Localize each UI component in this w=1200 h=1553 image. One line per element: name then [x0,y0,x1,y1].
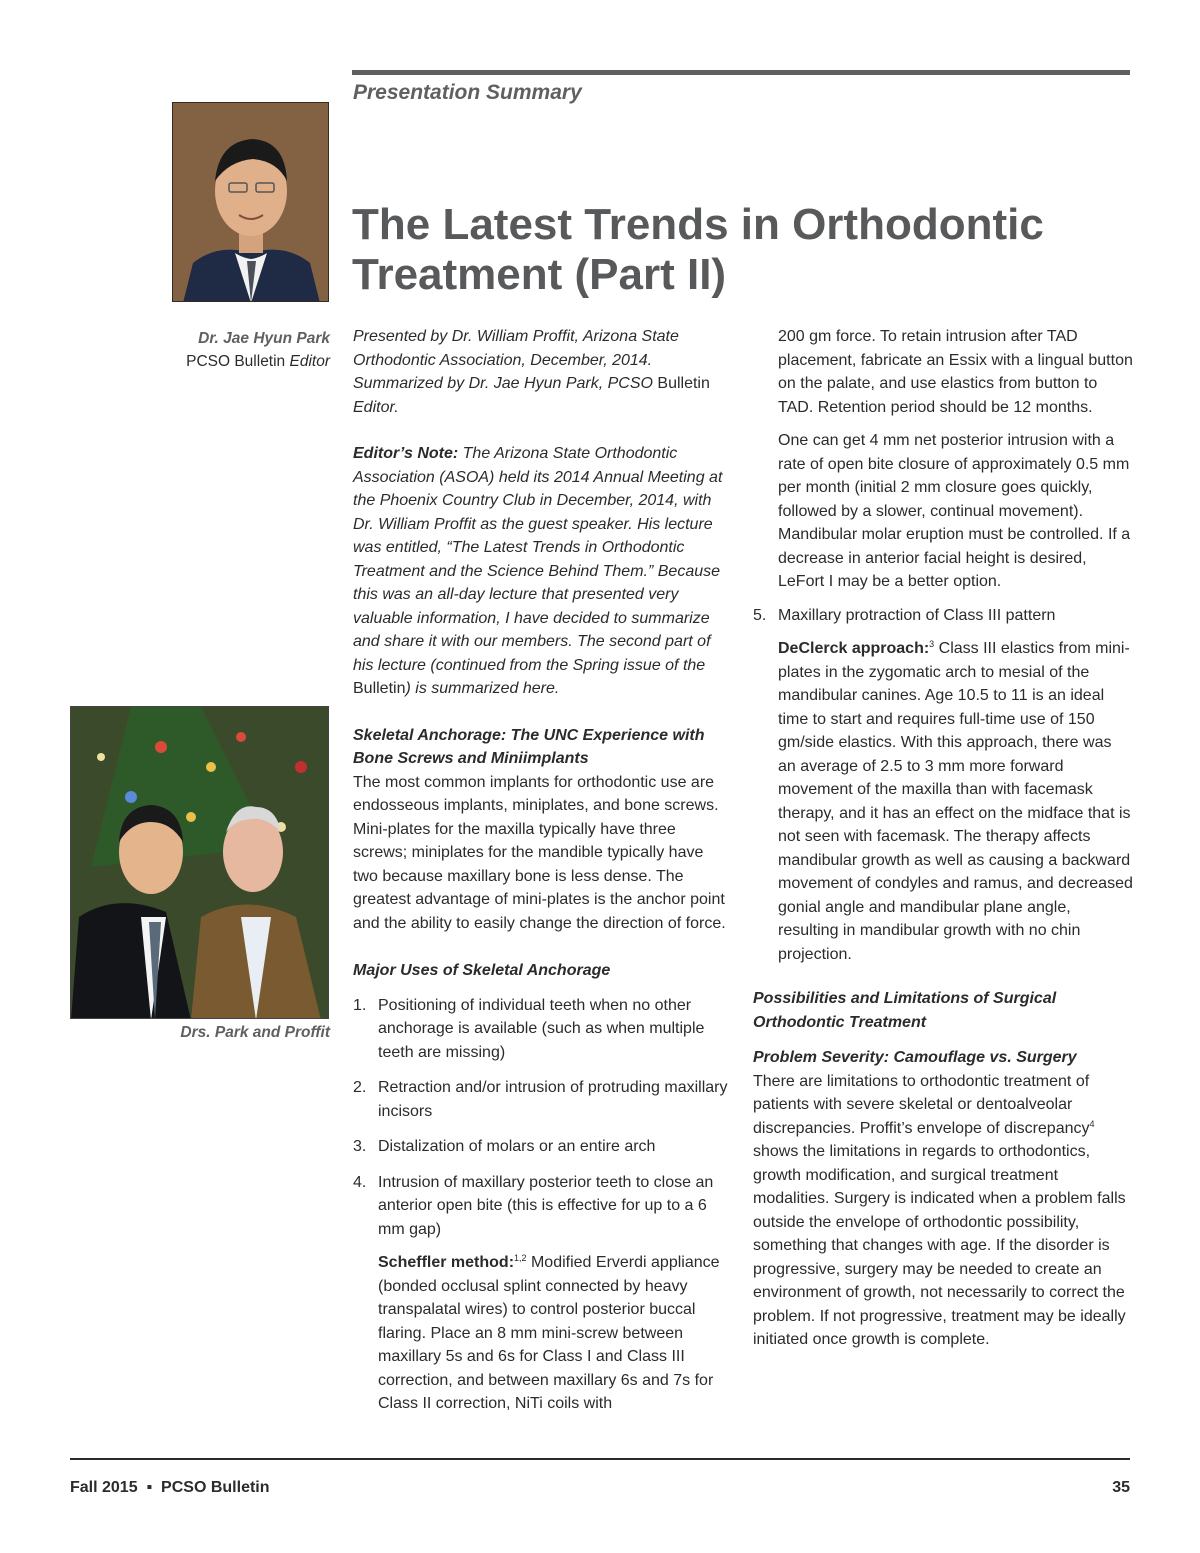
footer-rule [70,1458,1130,1460]
column-1 [353,325,731,1416]
citation-superscript: 1,2 [514,1253,527,1263]
editors-note [353,442,731,701]
list-number: 2. [353,1079,367,1096]
list-text: Positioning of individual teeth when no other anchorage is available (such as when multiple teeth are missing) [378,996,705,1061]
section-label: Presentation Summary [353,81,582,104]
list-item [353,1135,731,1159]
heading-line: Skeletal Anchorage: The UNC Experience with [353,726,705,744]
declerck-text: Class III elastics from mini-plates in the zygomatic arch to mesial of the mandibular canines. Age 10.5 to 11 is an ideal time to start and requires full-time use of 150 gm/side elastics. With this approach, there was an average of 2.5 to 3 mm more forward movement of the maxilla than with facemask therapy, and it has an effect on the midface that is not seen with facemask. The therapy affects mandibular growth as well as causing a backward movement of condyles and ramus, and decreased gonial angle and mandibular plane angle, resulting in mandibular growth with no chin projection. [778,640,1133,963]
intro-end: Editor. [353,398,399,416]
photo-caption: Drs. Park and Proffit [180,1024,330,1041]
page-number: 35 [1112,1479,1130,1496]
section-heading-major-uses: Major Uses of Skeletal Anchorage [353,962,611,979]
list-item [753,604,1133,628]
list-number: 5. [753,606,767,624]
list-item [353,1076,731,1123]
section-heading-skeletal-anchorage [353,724,731,771]
title-line-1: The Latest Trends in Orthodontic [352,200,1044,249]
title-line-2: Treatment (Part II) [352,250,727,299]
group-photo [70,706,329,1019]
list-number: 3. [353,1138,367,1155]
para-text: There are limitations to orthodontic treatment of patients with severe skeletal or dentoalveolar discrepancies. Proffit’s envelope of discrepancy [753,1072,1090,1137]
list-number: 1. [353,996,367,1014]
editors-note-end: ) is summarized here. [405,680,560,697]
intro-paragraph [353,325,731,419]
section-heading-problem-severity: Problem Severity: Camouflage vs. Surgery [753,1049,1077,1066]
declerck-label: DeClerck approach: [778,640,930,657]
scheffler-text: Modified Erverdi appliance (bonded occlusal splint connected by heavy transpalatal wires) to control posterior buccal flaring. Place an 8 mm mini-screw between maxillary 5s and 6s for Class I and Class III correction, and between maxillary 6s and 7s for Class II correction, NiTi coils with [378,1254,720,1412]
list-item [353,1171,731,1242]
author-byline [40,327,330,373]
list-text: Intrusion of maxillary posterior teeth to close an anterior open bite (this is effective for up to a 6 mm gap) [378,1173,714,1238]
editors-note-label: Editor’s Note: [353,445,459,462]
body-paragraph: One can get 4 mm net posterior intrusion with a rate of open bite closure of approximately 0.5 mm per month (initial 2 mm closure goes quickly, followed by a slower, continual movement). Mandibular molar eruption must be controlled. If a decrease in anterior facial height is desired, LeFort I may be a better option. [778,432,1131,590]
top-rule [352,70,1130,75]
scheffler-method-paragraph [353,1251,731,1416]
citation-superscript: 4 [1089,1118,1095,1129]
author-name: Dr. Jae Hyun Park [198,330,330,347]
page-title [352,200,1132,300]
list-text: Retraction and/or intrusion of protruding maxillary incisors [378,1079,728,1120]
body-paragraph: 200 gm force. To retain intrusion after TAD placement, fabricate an Essix with a lingual button on the palate, and use elastics from button to TAD. Retention period should be 12 months. [778,328,1133,416]
intro-text: Presented by Dr. William Proffit, Arizona State Orthodontic Association, December, 2014. Summarized by Dr. Jae Hyun Park, PCSO [353,328,679,392]
list-text: Maxillary protraction of Class III pattern [778,606,1056,624]
editors-note-bulletin: Bulletin [353,680,406,697]
heading-line: Bone Screws and Miniimplants [353,750,589,767]
author-role-italic: Editor [289,353,330,370]
heading-line: Orthodontic Treatment [753,1013,927,1031]
body-paragraph: The most common implants for orthodontic use are endosseous implants, miniplates, and bone screws. Mini-plates for the maxilla typically have three screws; miniplates for the mandible typically have two because maxillary bone is less dense. The greatest advantage of mini-plates is the anchor point and the ability to easily change the direction of force. [353,773,726,932]
author-portrait-photo [172,102,329,302]
list-number: 4. [353,1173,367,1191]
heading-line: Possibilities and Limitations of Surgical [753,990,1057,1007]
para-text: shows the limitations in regards to orthodontics, growth modification, and surgical treatment modalities. Surgery is indicated when a problem falls outside the envelope of orthodontic possibility, something that changes with age. If the disorder is progressive, surgery may be needed to create an environment of growth, not necessarily to correct the problem. If not progressive, treatment may be ideally initiated once growth is complete. [753,1143,1126,1348]
list-text: Distalization of molars or an entire arch [378,1138,656,1155]
author-role: PCSO Bulletin [186,353,290,370]
declerck-approach-paragraph [753,637,1133,966]
footer-issue: Fall 2015 ▪ PCSO Bulletin [70,1479,270,1496]
citation-superscript: 3 [929,639,935,649]
editors-note-text: The Arizona State Orthodontic Association (ASOA) held its 2014 Annual Meeting at the Phoenix Country Club in December, 2014, with Dr. William Proffit as the guest speaker. His lecture was entitled, “The Latest Trends in Orthodontic Treatment and the Science Behind Them.” Because this was an all-day lecture that presented very valuable information, I have decided to summarize and share it with our members. The second part of his lecture (continued from the Spring issue of the [353,445,723,674]
column-2 [753,325,1133,1352]
scheffler-label: Scheffler method: [378,1254,515,1271]
body-paragraph [753,1070,1133,1352]
list-item [353,994,731,1065]
section-heading-surgical [753,987,1133,1034]
intro-bulletin: Bulletin [657,375,710,392]
